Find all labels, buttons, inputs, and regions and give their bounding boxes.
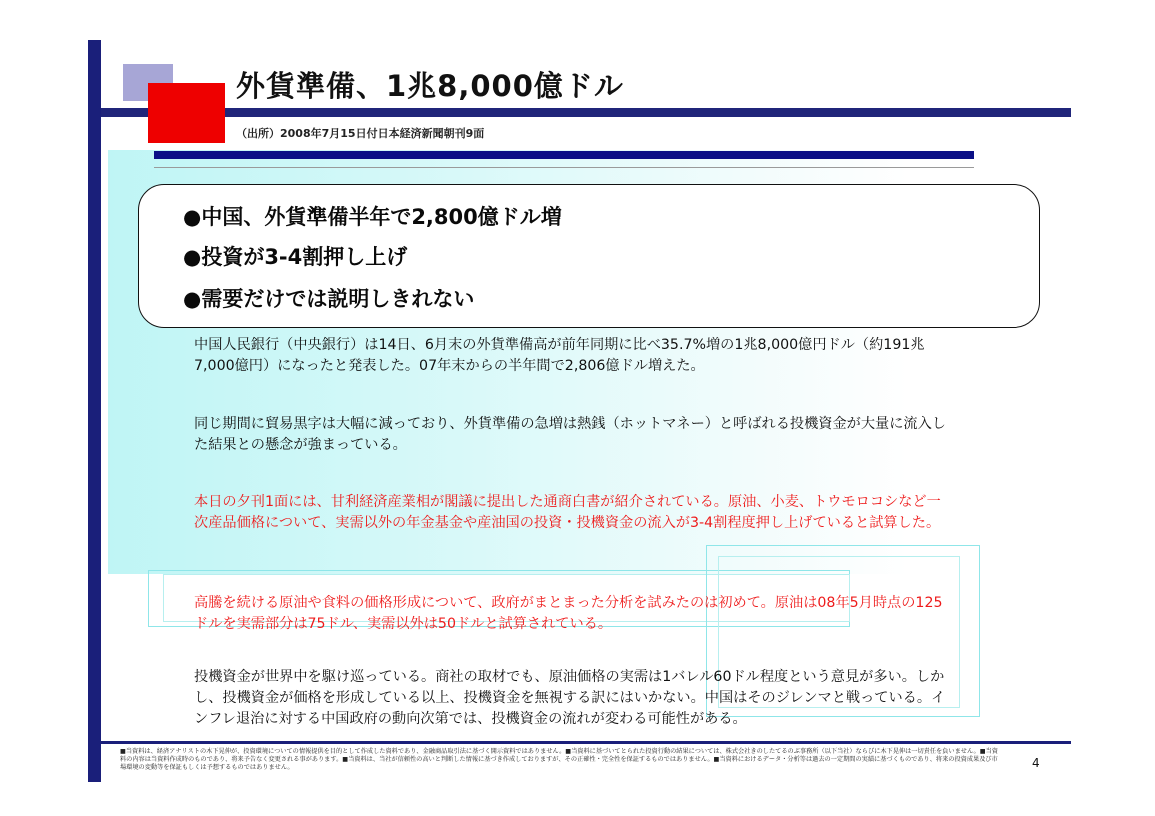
slide-title: 外貨準備、1兆8,000億ドル bbox=[236, 69, 624, 103]
key-point: ●投資が3-4割押し上げ bbox=[183, 245, 408, 269]
subtitle-thin-rule bbox=[154, 167, 974, 168]
key-point: ●中国、外貨準備半年で2,800億ドル増 bbox=[183, 205, 562, 229]
body-paragraph: 投機資金が世界中を駆け巡っている。商社の取材でも、原油価格の実需は1バレル60ドル程度という意見が多い。しかし、投機資金が価格を形成している以上、投機資金を無視する訳にはいかない。中国はそのジレンマと戦っている。インフレ退治に対する中国政府の動向次第では、投機資金の流れが変わる可能性がある。 bbox=[194, 669, 946, 727]
highlighted-paragraph: 高騰を続ける原油や食料の価格形成について、政府がまとまった分析を試みたのは初めて。原油は08年5月時点の125ドルを実需部分は75ドル、実需以外は50ドルと試算されている。 bbox=[194, 595, 943, 632]
body-paragraph: 中国人民銀行（中央銀行）は14日、6月末の外貨準備高が前年同期に比べ35.7%増の1兆8,000億円ドル（約191兆7,000億円）になったと発表した。07年末からの半年間で2,806億ドル増えた。 bbox=[194, 337, 925, 374]
key-point: ●需要だけでは説明しきれない bbox=[183, 287, 475, 311]
body-paragraph: 同じ期間に貿易黒字は大幅に減っており、外貨準備の急増は熱銭（ホットマネー）と呼ばれる投機資金が大量に流入した結果との懸念が強まっている。 bbox=[194, 416, 946, 453]
source-citation: （出所）2008年7月15日付日本経済新聞朝刊9面 bbox=[236, 127, 485, 140]
footer-rule bbox=[101, 741, 1071, 744]
title-underline bbox=[101, 108, 1071, 117]
highlighted-paragraph: 本日の夕刊1面には、甘利経済産業相が閣議に提出した通商白書が紹介されている。原油、小麦、トウモロコシなど一次産品価格について、実需以外の年金基金や産油国の投資・投機資金の流入が3-4割程度押し上げていると試算した。 bbox=[194, 494, 941, 531]
page-number: 4 bbox=[1032, 756, 1040, 770]
red-square-decoration bbox=[148, 83, 225, 143]
key-points-box bbox=[138, 184, 1040, 328]
subtitle-rule bbox=[154, 151, 974, 159]
left-accent-bar bbox=[88, 40, 101, 782]
disclaimer-text: ■当資料は、経済アナリストの木下晃伸が、投資環境についての情報提供を目的として作成した資料であり、金融商品取引法に基づく開示資料ではありません。■当資料に基づいてとられた投資行動の結果については、株式会社きのしたてるのぶ事務所（以下当社）ならびに木下晃伸は一切責任を負いません。■当資料の内容は当資料作成時のものであり、将来予告なく変更される事があります。■当資料は、当社が信頼性の高いと判断した情報に基づき作成しておりますが、その正確性・完全性を保証するものではありません。■当資料におけるデータ・分析等は過去の一定期間の実績に基づくものであり、将来の投資成果及び市場環境の変動等を保証もしくは予想するものではありません。 bbox=[120, 748, 998, 771]
